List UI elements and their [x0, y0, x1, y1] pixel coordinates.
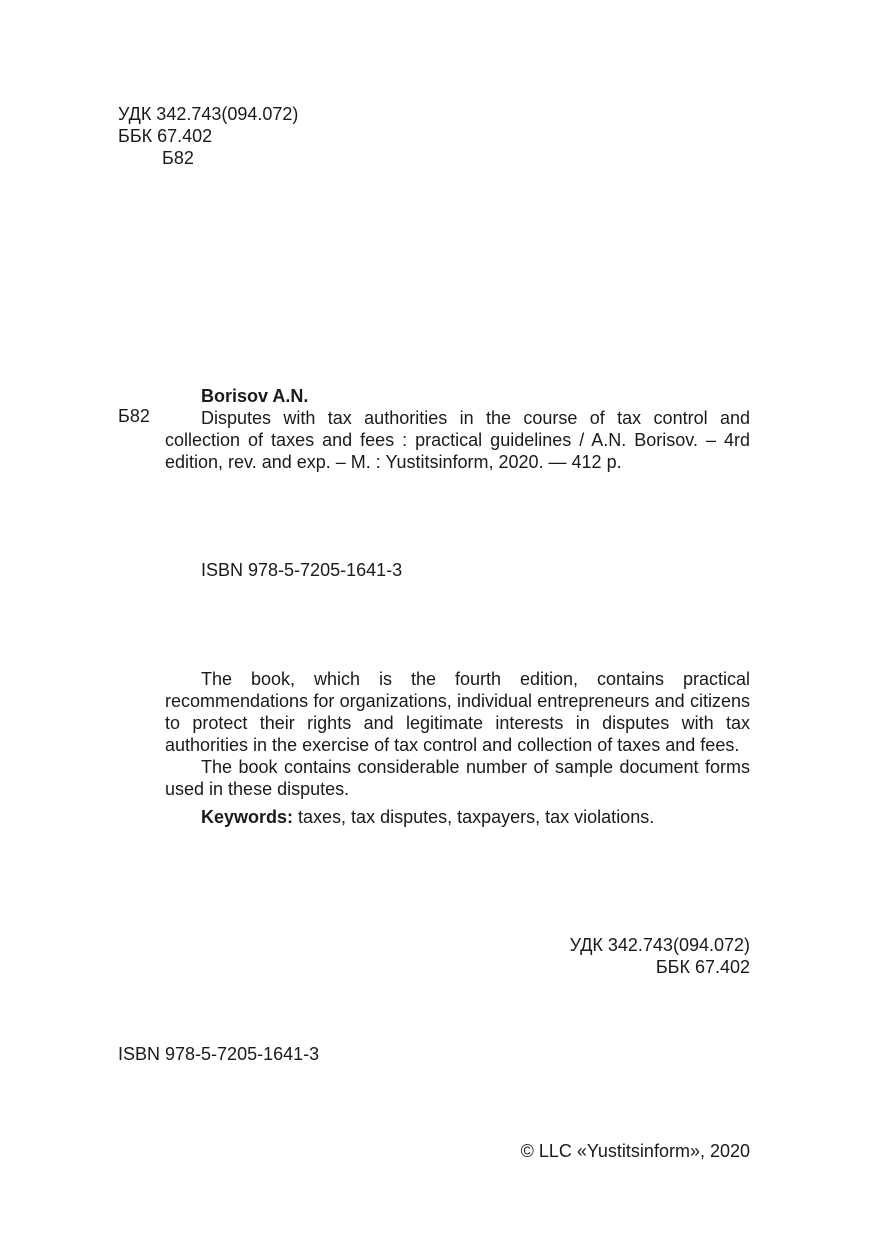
keywords-text: taxes, tax disputes, taxpayers, tax violations. — [293, 807, 655, 827]
header-classification-codes — [118, 103, 298, 169]
udk-code-right: УДК 342.743(094.072) — [569, 935, 750, 955]
author-name: Borisov A.N. — [201, 386, 309, 406]
bibliographic-description: Disputes with tax authorities in the course of tax control and collection of taxes and fees : practical guidelines / A.N. Borisov. – 4rd edition, rev. and exp. – M. : Yustitsinform, 2020. — 412 p. — [165, 408, 750, 472]
author-mark: Б82 — [162, 148, 194, 168]
isbn-middle: ISBN 978-5-7205-1641-3 — [201, 560, 403, 580]
isbn-bottom: ISBN 978-5-7205-1641-3 — [118, 1044, 320, 1064]
abstract-paragraph-1: The book, which is the fourth edition, contains practical recommendations for organizations, individual entrepreneurs and citizens to protect their rights and legitimate interests in disputes with tax authorities in the exercise of tax control and collection of taxes and fees. — [165, 669, 750, 755]
abstract-paragraph-2: The book contains considerable number of sample document forms used in these disputes. — [165, 757, 750, 799]
bbk-code: ББК 67.402 — [118, 126, 213, 146]
keywords-line — [165, 806, 750, 828]
keywords-label: Keywords: — [201, 807, 294, 827]
udk-code: УДК 342.743(094.072) — [118, 104, 299, 124]
classification-codes-right — [570, 934, 750, 978]
bbk-code-right: ББК 67.402 — [655, 957, 750, 977]
catalog-side-mark: Б82 — [118, 406, 150, 426]
copyright-notice: © LLC «Yustitsinform», 2020 — [520, 1141, 750, 1161]
book-abstract — [165, 668, 750, 828]
catalog-entry — [165, 385, 750, 473]
